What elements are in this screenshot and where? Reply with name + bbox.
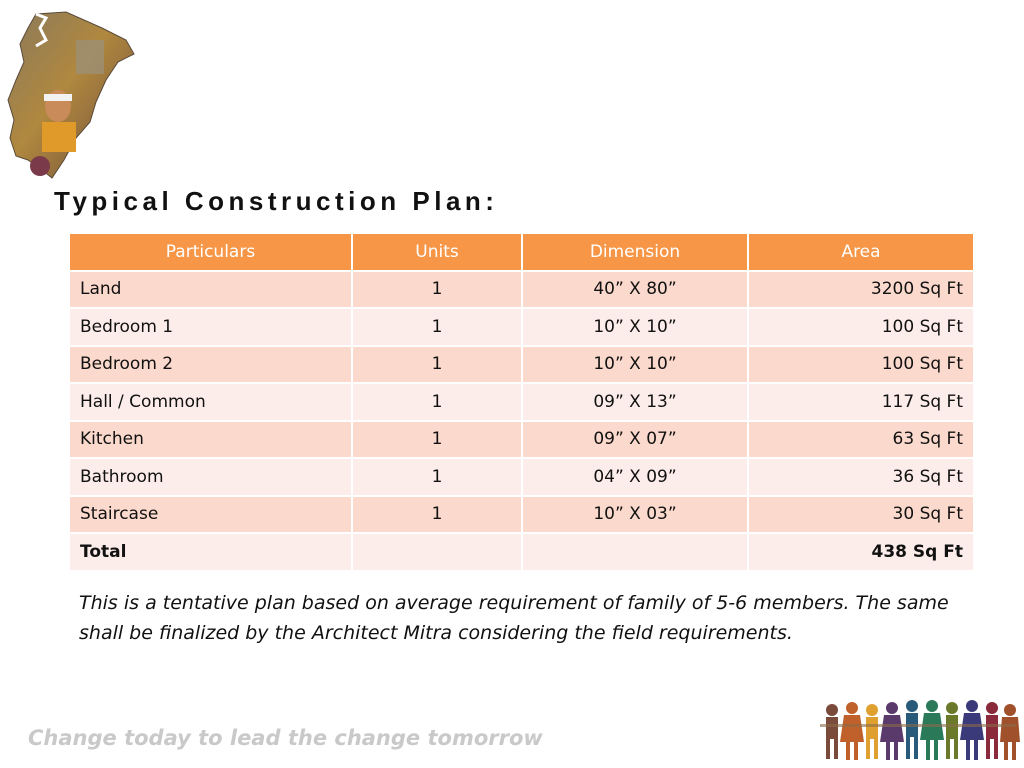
cell-area: 63 Sq Ft xyxy=(748,421,974,459)
table-row xyxy=(69,271,974,309)
table-row xyxy=(69,421,974,459)
table-row xyxy=(69,496,974,534)
table-row xyxy=(69,346,974,384)
cell-total-area: 438 Sq Ft xyxy=(748,533,974,571)
cell-dimension xyxy=(522,533,748,571)
cell-units: 1 xyxy=(352,496,522,534)
cell-dimension: 10” X 03” xyxy=(522,496,748,534)
cell-dimension: 09” X 13” xyxy=(522,383,748,421)
construction-plan-table xyxy=(68,232,975,572)
cell-particulars: Bedroom 1 xyxy=(69,308,352,346)
cell-units xyxy=(352,533,522,571)
header-particulars: Particulars xyxy=(69,233,352,271)
table-row xyxy=(69,308,974,346)
cell-area: 30 Sq Ft xyxy=(748,496,974,534)
cell-units: 1 xyxy=(352,308,522,346)
cell-particulars: Bedroom 2 xyxy=(69,346,352,384)
cell-dimension: 04” X 09” xyxy=(522,458,748,496)
cell-units: 1 xyxy=(352,383,522,421)
cell-units: 1 xyxy=(352,458,522,496)
table-row xyxy=(69,383,974,421)
cell-particulars: Kitchen xyxy=(69,421,352,459)
header-area: Area xyxy=(748,233,974,271)
header-units: Units xyxy=(352,233,522,271)
table-header-row xyxy=(69,233,974,271)
cell-dimension: 40” X 80” xyxy=(522,271,748,309)
slide-title: Typical Construction Plan: xyxy=(54,186,499,216)
cell-units: 1 xyxy=(352,271,522,309)
cell-area: 100 Sq Ft xyxy=(748,346,974,384)
cell-area: 117 Sq Ft xyxy=(748,383,974,421)
cell-dimension: 10” X 10” xyxy=(522,346,748,384)
cell-particulars: Land xyxy=(69,271,352,309)
footer-tagline: Change today to lead the change tomorrow xyxy=(28,726,543,750)
cell-area: 100 Sq Ft xyxy=(748,308,974,346)
cell-particulars: Staircase xyxy=(69,496,352,534)
header-dimension: Dimension xyxy=(522,233,748,271)
cell-dimension: 09” X 07” xyxy=(522,421,748,459)
people-chain-icon xyxy=(812,698,1020,764)
india-map-collage-icon xyxy=(6,10,138,182)
cell-units: 1 xyxy=(352,346,522,384)
cell-area: 3200 Sq Ft xyxy=(748,271,974,309)
table-total-row xyxy=(69,533,974,571)
cell-area: 36 Sq Ft xyxy=(748,458,974,496)
cell-dimension: 10” X 10” xyxy=(522,308,748,346)
table-row xyxy=(69,458,974,496)
cell-total-label: Total xyxy=(69,533,352,571)
cell-particulars: Bathroom xyxy=(69,458,352,496)
cell-particulars: Hall / Common xyxy=(69,383,352,421)
cell-units: 1 xyxy=(352,421,522,459)
plan-note: This is a tentative plan based on average requirement of family of 5-6 members. The same shall be finalized by the Architect Mitra considering the field requirements. xyxy=(79,592,949,644)
